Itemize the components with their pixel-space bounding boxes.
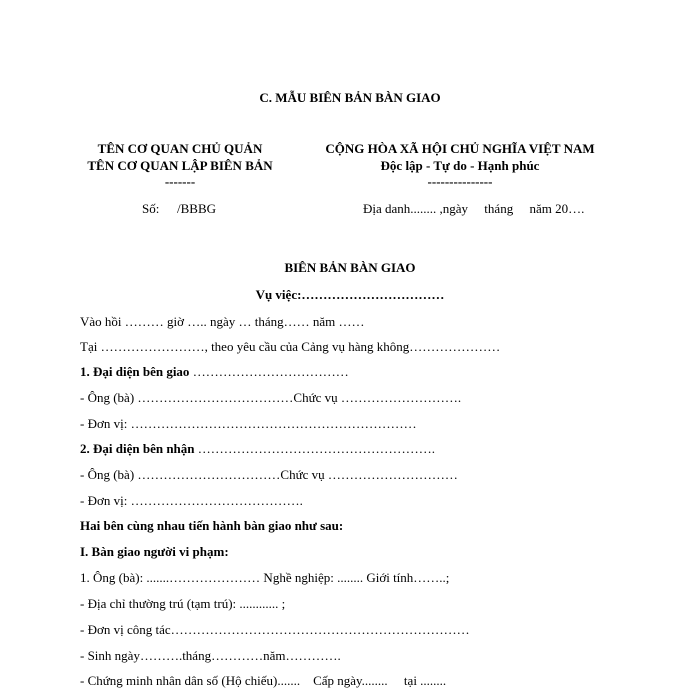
right-header-motto: Độc lập - Tự do - Hạnh phúc	[380, 158, 540, 173]
receiver-heading	[80, 441, 435, 457]
giver-heading-label: 1. Đại diện bên giao	[80, 364, 190, 379]
left-header-agency: TÊN CƠ QUAN CHỦ QUẢN	[97, 141, 263, 156]
place-date: Địa danh........ ,ngày tháng năm 20….	[363, 201, 585, 216]
giver-heading	[80, 364, 349, 380]
time-line: Vào hồi ……… giờ ….. ngày … tháng…… năm ……	[80, 314, 365, 329]
person-name-line: 1. Ông (bà): .......………………… Nghề nghiệp: ........ Giới tính……..;	[80, 570, 450, 585]
birthdate-line: - Sinh ngày……….tháng…………năm………….	[80, 648, 341, 663]
left-header-issuer: TÊN CƠ QUAN LẬP BIÊN BẢN	[87, 158, 273, 173]
receiver-unit-line: - Đơn vị: ………………………………….	[80, 493, 303, 508]
number-suffix: /BBBG	[177, 201, 217, 216]
giver-heading-dots: ………………………………	[189, 364, 349, 379]
receiver-heading-dots: ……………………………………………….	[194, 441, 436, 456]
workplace-line: - Đơn vị công tác……………………………………………………………	[80, 622, 470, 637]
document-title: BIÊN BẢN BÀN GIAO	[284, 260, 416, 275]
left-header-divider: -------	[164, 174, 196, 189]
right-header-republic: CỘNG HÒA XÃ HỘI CHỦ NGHĨA VIỆT NAM	[325, 141, 595, 156]
giver-unit-line: - Đơn vị: …………………………………………………………	[80, 416, 417, 431]
section-one-heading: I. Bàn giao người vi phạm:	[80, 544, 229, 559]
giver-person-line: - Ông (bà) ………………………………Chức vụ ……………………….	[80, 390, 462, 405]
both-parties-line: Hai bên cùng nhau tiến hành bàn giao như sau:	[80, 518, 344, 533]
receiver-heading-label: 2. Đại diện bên nhận	[80, 441, 195, 456]
right-header-divider: ---------------	[427, 174, 493, 189]
receiver-person-line: - Ông (bà) ……………………………Chức vụ …………………………	[80, 467, 458, 482]
address-line: - Địa chỉ thường trú (tạm trú): ............ ;	[80, 596, 286, 611]
number-label: Số:	[142, 201, 160, 216]
section-title: C. MẪU BIÊN BẢN BÀN GIAO	[259, 90, 441, 105]
id-card-line: - Chứng minh nhân dân số (Hộ chiếu)....... Cấp ngày........ tại ........	[80, 673, 447, 688]
place-line: Tại ……………………, theo yêu cầu của Cảng vụ hàng không…………………	[80, 339, 501, 354]
case-line: Vụ việc:……………………………	[255, 287, 445, 302]
